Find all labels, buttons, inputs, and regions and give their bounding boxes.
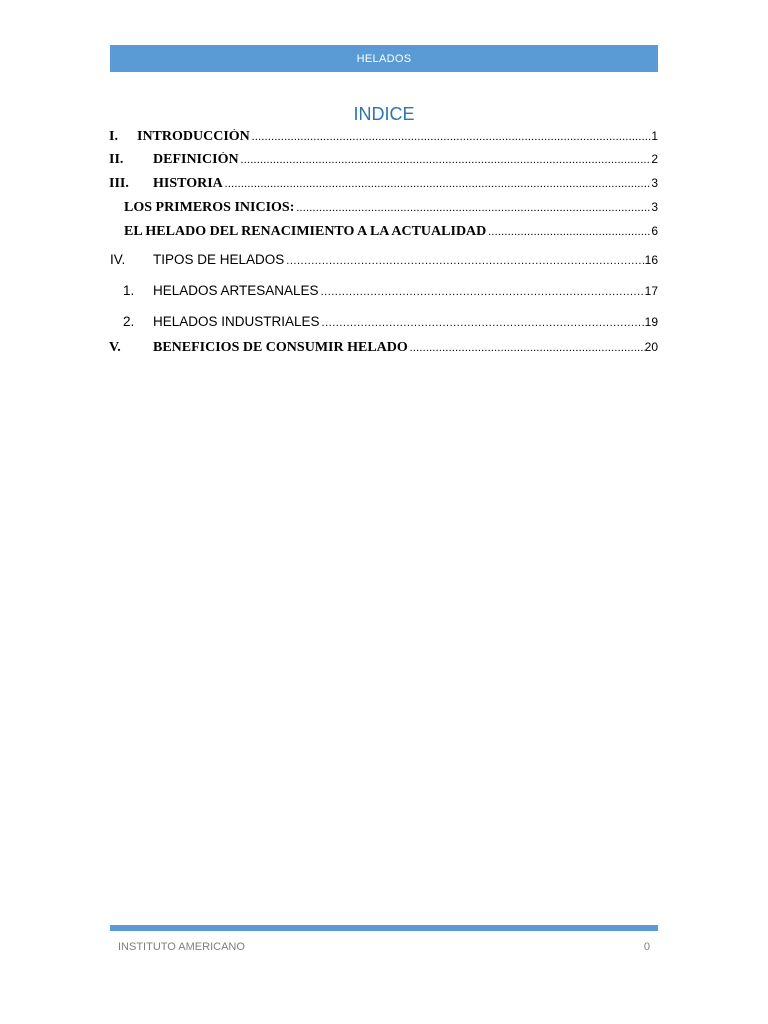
footer-rule — [110, 925, 658, 931]
toc-title: INDICE — [353, 104, 415, 124]
toc-leader-dots — [320, 317, 645, 329]
toc-entry-label: TIPOS DE HELADOS — [153, 252, 285, 267]
toc-entry-page: 3 — [651, 200, 658, 214]
toc-entry-primeros-inicios[interactable] — [124, 200, 658, 216]
toc-entry-label: EL HELADO DEL RENACIMIENTO A LA ACTUALIDAD — [124, 224, 487, 239]
toc-entry-tipos-de-helados[interactable] — [110, 252, 658, 267]
toc-entry-label: LOS PRIMEROS INICIOS: — [124, 200, 295, 215]
toc-entry-number: III. — [109, 176, 129, 191]
toc-entry-label: HISTORIA — [153, 176, 223, 191]
toc-entry-number: 2. — [123, 314, 135, 329]
toc-entry-number: IV. — [110, 252, 126, 267]
toc-entry-number: 1. — [123, 283, 135, 298]
toc-entry-page: 17 — [644, 284, 658, 298]
toc-entry-number: II. — [109, 152, 124, 167]
toc-entry-renacimiento[interactable] — [124, 224, 658, 240]
toc-leader-dots — [223, 178, 652, 190]
toc-entry-introduccion[interactable] — [109, 129, 658, 145]
header-bar — [110, 45, 658, 72]
toc-leader-dots — [284, 255, 644, 267]
toc-entry-page: 19 — [644, 315, 658, 329]
toc-entry-definicion[interactable] — [109, 152, 658, 168]
toc-leader-dots — [239, 154, 652, 166]
toc-entry-helados-industriales[interactable] — [123, 314, 658, 329]
header-title: HELADOS — [356, 52, 412, 65]
toc-entry-number: I. — [109, 129, 118, 144]
toc-entry-page: 20 — [644, 340, 658, 354]
toc-entry-page: 3 — [651, 176, 658, 190]
toc-leader-dots — [486, 226, 651, 238]
toc-leader-dots — [319, 286, 645, 298]
toc-entry-page: 2 — [651, 152, 658, 166]
toc-entry-label: DEFINICIÓN — [153, 152, 239, 167]
toc-entry-helados-artesanales[interactable] — [123, 283, 658, 298]
toc-entry-label: INTRODUCCIÓN — [137, 129, 250, 144]
toc-entry-page: 16 — [644, 253, 658, 267]
toc-entry-page: 6 — [651, 224, 658, 238]
toc-leader-dots — [408, 342, 645, 354]
toc-entry-number: V. — [109, 340, 121, 355]
footer-organization: INSTITUTO AMERICANO — [118, 941, 245, 953]
toc-entry-label: HELADOS INDUSTRIALES — [153, 314, 320, 329]
toc-leader-dots — [294, 202, 651, 214]
toc-entry-historia[interactable] — [109, 176, 658, 192]
toc-entry-page: 1 — [651, 129, 658, 143]
toc-leader-dots — [250, 131, 652, 143]
toc-entry-beneficios[interactable] — [109, 340, 658, 356]
footer-page-number: 0 — [643, 941, 650, 953]
toc-entry-label: BENEFICIOS DE CONSUMIR HELADO — [153, 340, 408, 355]
toc-entry-label: HELADOS ARTESANALES — [153, 283, 319, 298]
